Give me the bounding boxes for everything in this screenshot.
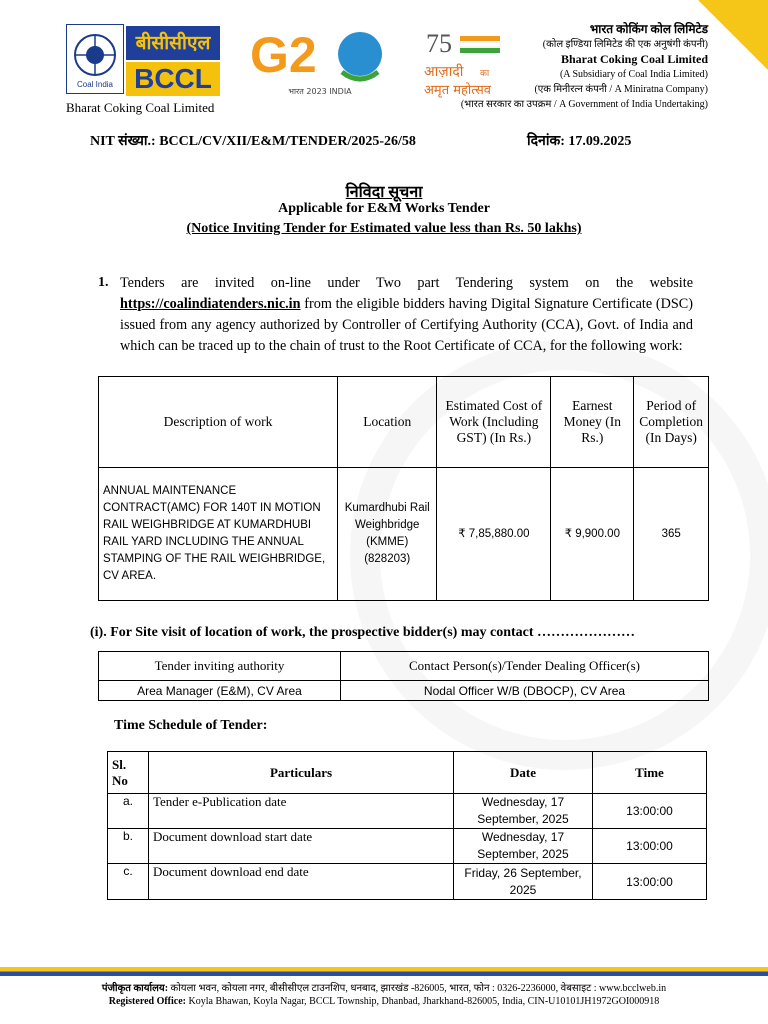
table-row bbox=[108, 794, 707, 829]
header-time: Time bbox=[593, 752, 707, 794]
row-sl: b. bbox=[108, 829, 149, 864]
header-emd: Earnest Money (In Rs.) bbox=[551, 377, 634, 468]
company-name-hindi: भारत कोकिंग कोल लिमिटेड bbox=[589, 22, 708, 36]
work-cost: ₹ 7,85,880.00 bbox=[437, 468, 551, 601]
footer-divider bbox=[0, 967, 768, 976]
para-text: Tenders are invited on-line under Two part Tendering system on the website https://coalindiatenders.nic.in from the eligible bidders having Digital Signature Certificate (DSC) issued from any agency authorized by Controller of Certifying Authority (CCA), Govt. of India and which can be traced up to the chain of trust to the Root Certificate of CCA, for the following work: bbox=[120, 275, 693, 354]
subsidiary-hindi: (कोल इण्डिया लिमिटेड की एक अनुषंगी कंपनी) bbox=[542, 39, 708, 50]
table-header-row bbox=[99, 377, 709, 468]
table-row bbox=[108, 864, 707, 900]
company-name-caption: Bharat Coking Coal Limited bbox=[66, 100, 215, 115]
site-visit-heading: (i). For Site visit of location of work, the prospective bidder(s) may contact ………………… bbox=[90, 625, 636, 640]
svg-text:भारत 2023 INDIA: भारत 2023 INDIA bbox=[288, 87, 352, 96]
row-sl: a. bbox=[108, 794, 149, 829]
subsidiary-english: (A Subsidiary of Coal India Limited) bbox=[559, 69, 708, 80]
logo-english: BCCL bbox=[126, 62, 220, 96]
miniratna-line: (एक मिनीरत्न कंपनी / A Miniratna Company) bbox=[534, 84, 708, 95]
table-row bbox=[99, 468, 709, 601]
row-particulars: Document download start date bbox=[149, 829, 454, 864]
para-number: 1. bbox=[98, 275, 109, 290]
nit-number: NIT संख्या.: BCCL/CV/XII/E&M/TENDER/2025-26/58 bbox=[90, 134, 416, 149]
table-header-row bbox=[108, 752, 707, 794]
svg-text:आज़ादी: आज़ादी bbox=[424, 64, 464, 80]
footer-english: Registered Office: Koyla Bhawan, Koyla Nagar, BCCL Township, Dhanbad, Jharkhand-826005, India, CIN-U10101JH1972GOI000918 bbox=[108, 996, 660, 1007]
row-particulars: Document download end date bbox=[149, 864, 454, 900]
table-header-row bbox=[99, 652, 709, 681]
table-row bbox=[108, 829, 707, 864]
row-time: 13:00:00 bbox=[593, 794, 707, 829]
header-slno: Sl. No bbox=[108, 752, 149, 794]
contact-value: Nodal Officer W/B (DBOCP), CV Area bbox=[341, 681, 709, 701]
work-period: 365 bbox=[634, 468, 709, 601]
row-date: Wednesday, 17 September, 2025 bbox=[454, 829, 593, 864]
row-date: Wednesday, 17 September, 2025 bbox=[454, 794, 593, 829]
nit-date: दिनांक: 17.09.2025 bbox=[527, 134, 632, 149]
authority-value: Area Manager (E&M), CV Area bbox=[99, 681, 341, 701]
title-hindi: निविदा सूचना bbox=[345, 184, 423, 201]
svg-text:75: 75 bbox=[426, 29, 452, 58]
header-description: Description of work bbox=[99, 377, 338, 468]
g20-logo bbox=[250, 24, 390, 100]
svg-text:का: का bbox=[480, 69, 490, 79]
row-time: 13:00:00 bbox=[593, 829, 707, 864]
row-time: 13:00:00 bbox=[593, 864, 707, 900]
title-line2: (Notice Inviting Tender for Estimated value less than Rs. 50 lakhs) bbox=[186, 221, 582, 236]
header-authority: Tender inviting authority bbox=[99, 652, 341, 681]
header-date: Date bbox=[454, 752, 593, 794]
header-location: Location bbox=[337, 377, 436, 468]
header-contact: Contact Person(s)/Tender Dealing Officer(s) bbox=[341, 652, 709, 681]
work-emd: ₹ 9,900.00 bbox=[551, 468, 634, 601]
tender-website-link[interactable]: https://coalindiatenders.nic.in bbox=[120, 296, 301, 312]
header-particulars: Particulars bbox=[149, 752, 454, 794]
title-line1: Applicable for E&M Works Tender bbox=[278, 201, 490, 216]
corner-decoration bbox=[698, 0, 768, 70]
work-table bbox=[98, 376, 709, 601]
logo-hindi: बीसीसीएल bbox=[126, 26, 220, 60]
svg-text:Coal India: Coal India bbox=[76, 80, 114, 89]
schedule-heading: Time Schedule of Tender: bbox=[114, 718, 268, 733]
schedule-table bbox=[107, 751, 707, 900]
header-cost: Estimated Cost of Work (Including GST) (In Rs.) bbox=[437, 377, 551, 468]
work-description: ANNUAL MAINTENANCE CONTRACT(AMC) FOR 140T IN MOTION RAIL WEIGHBRIDGE AT KUMARDHUBI RAIL YARD INCLUDING THE ANNUAL STAMPING OF THE RAIL WEIGHBRIDGE, CV AREA. bbox=[99, 468, 338, 601]
row-sl: c. bbox=[108, 864, 149, 900]
svg-text:अमृत महोत्सव: अमृत महोत्सव bbox=[424, 83, 492, 98]
coal-india-emblem bbox=[66, 24, 124, 94]
row-particulars: Tender e-Publication date bbox=[149, 794, 454, 829]
table-row bbox=[99, 681, 709, 701]
svg-text:G2: G2 bbox=[250, 27, 317, 83]
company-header-right bbox=[461, 22, 708, 112]
row-date: Friday, 26 September, 2025 bbox=[454, 864, 593, 900]
header-period: Period of Completion (In Days) bbox=[634, 377, 709, 468]
contact-table bbox=[98, 651, 709, 701]
footer-hindi: पंजीकृत कार्यालय: कोयला भवन, कोयला नगर, बीसीसीएल टाउनशिप, धनबाद, झारखंड -826005, भारत, फोन : 0326-2236000, वेबसाइट : www.bcclweb.in bbox=[101, 983, 667, 994]
company-name-english: Bharat Coking Coal Limited bbox=[560, 52, 708, 66]
govt-undertaking-line: (भारत सरकार का उपक्रम / A Government of India Undertaking) bbox=[460, 99, 708, 110]
work-location: Kumardhubi Rail Weighbridge (KMME) (828203) bbox=[337, 468, 436, 601]
